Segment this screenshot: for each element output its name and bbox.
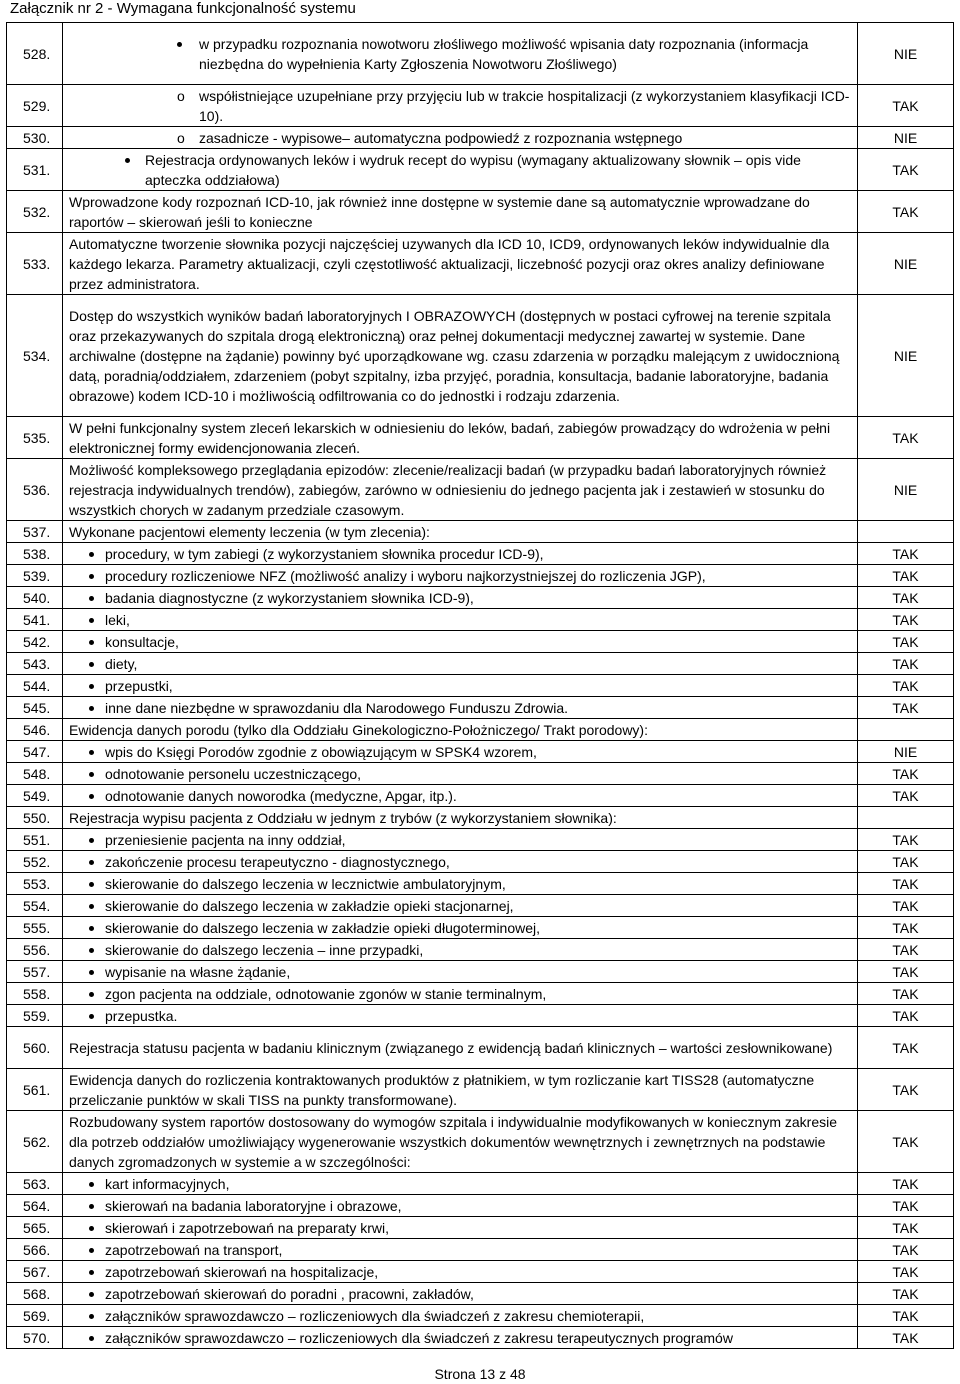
row-description: [63, 631, 858, 653]
row-description: [63, 1305, 858, 1327]
row-value: TAK: [858, 417, 954, 459]
bullet-item-text: badania diagnostyczne (z wykorzystaniem słownika ICD-9),: [69, 588, 853, 608]
table-row: [7, 565, 954, 587]
row-number: 538.: [7, 543, 63, 565]
row-value: TAK: [858, 697, 954, 719]
bullet-item-text: o współistniejące uzupełniane przy przyjęciu lub w trakcie hospitalizacji (z wykorzystaniem klasyfikacji ICD-10).: [69, 86, 853, 126]
description-text: Wykonane pacjentowi elementy leczenia (w tym zlecenia):: [69, 523, 430, 540]
row-description: [63, 191, 858, 233]
table-row: [7, 1069, 954, 1111]
description-text: Dostęp do wszystkich wyników badań laboratoryjnych I OBRAZOWYCH (dostępnych w postaci cyfrowej na terenie szpitala oraz przekazywanych do szpitala drogą elektroniczną) oraz pełnej dokumentacji medycznej zawartej w systemie. Dane archiwalne (dostępne na żądanie) powinny być uporządkowane wg. czasu zdarzenia w porządku malejącym z uwidocznioną datą, poradnią/oddziałem, zdarzeniem (pobyt szpitalny, izba przyjęć, poradnia, konsultacja, badanie laboratoryjne, badania obrazowe) kodem ICD-10 i możliwością odfiltrowania co do jednostki i rodzaju zdarzenia.: [69, 307, 840, 404]
page-footer: Strona 13 z 48: [434, 1366, 526, 1382]
table-row: [7, 829, 954, 851]
bullet-item-text: kart informacyjnych,: [69, 1174, 853, 1194]
bullet-item-text: procedury, w tym zabiegi (z wykorzystaniem słownika procedur ICD-9),: [69, 544, 853, 564]
row-value: TAK: [858, 1305, 954, 1327]
row-number: 535.: [7, 417, 63, 459]
table-row: [7, 697, 954, 719]
bullet-item-text: zapotrzebowań skierowań do poradni , pracowni, zakładów,: [69, 1284, 853, 1304]
row-description: [63, 829, 858, 851]
row-description: [63, 1261, 858, 1283]
row-value: TAK: [858, 873, 954, 895]
table-row: [7, 785, 954, 807]
table-row: [7, 459, 954, 521]
row-value: TAK: [858, 939, 954, 961]
row-number: 551.: [7, 829, 63, 851]
row-number: 554.: [7, 895, 63, 917]
row-value: TAK: [858, 1239, 954, 1261]
bullet-item-text: wpis do Księgi Porodów zgodnie z obowiązującym w SPSK4 wzorem,: [69, 742, 853, 762]
row-number: 543.: [7, 653, 63, 675]
row-description: [63, 587, 858, 609]
row-description: [63, 1217, 858, 1239]
row-description: [63, 127, 858, 149]
row-description: [63, 85, 858, 127]
description-text: Możliwość kompleksowego przeglądania epizodów: zlecenie/realizacji badań (w przypadku badań laboratoryjnych również rejestracja indywidualnych trendów), zabiegów, zarówno w odniesieniu do jednego pacjenta jak i zestawień w stosunku do wszystkich chorych w zadanym przedziale czasowym.: [69, 461, 827, 518]
row-number: 547.: [7, 741, 63, 763]
row-value: TAK: [858, 675, 954, 697]
table-row: [7, 149, 954, 191]
row-description: [63, 543, 858, 565]
row-value: TAK: [858, 851, 954, 873]
table-row: [7, 1261, 954, 1283]
row-number: 563.: [7, 1173, 63, 1195]
row-description: [63, 1005, 858, 1027]
row-number: 553.: [7, 873, 63, 895]
row-description: [63, 1027, 858, 1069]
row-description: [63, 697, 858, 719]
row-number: 556.: [7, 939, 63, 961]
row-description: [63, 785, 858, 807]
row-number: 540.: [7, 587, 63, 609]
row-value: TAK: [858, 763, 954, 785]
row-value: TAK: [858, 85, 954, 127]
table-row: [7, 85, 954, 127]
row-description: [63, 521, 858, 543]
description-text: Ewidencja danych do rozliczenia kontraktowanych produktów z płatnikiem, w tym rozliczanie kart TISS28 (automatyczne przeliczanie punktów w skali TISS na punkty transformowane).: [69, 1071, 815, 1108]
row-description: [63, 917, 858, 939]
table-row: [7, 1305, 954, 1327]
row-description: [63, 939, 858, 961]
row-description: [63, 851, 858, 873]
row-number: 539.: [7, 565, 63, 587]
row-value: TAK: [858, 653, 954, 675]
table-row: [7, 191, 954, 233]
table-row: [7, 851, 954, 873]
description-text: W pełni funkcjonalny system zleceń lekarskich w odniesieniu do leków, badań, zabiegów prowadzący do wdrożenia w pełni elektronicznej formy ewidencjonowania zleceń.: [69, 419, 831, 456]
row-value: NIE: [858, 233, 954, 295]
row-description: [63, 565, 858, 587]
table-row: [7, 1027, 954, 1069]
bullet-item-text: zgon pacjenta na oddziale, odnotowanie zgonów w stanie terminalnym,: [69, 984, 853, 1004]
row-number: 544.: [7, 675, 63, 697]
page-header: Załącznik nr 2 - Wymagana funkcjonalność systemu: [10, 0, 356, 17]
row-number: 562.: [7, 1111, 63, 1173]
row-number: 568.: [7, 1283, 63, 1305]
bullet-item-text: zapotrzebowań na transport,: [69, 1240, 853, 1260]
description-text: Rejestracja wypisu pacjenta z Oddziału w jednym z trybów (z wykorzystaniem słownika):: [69, 809, 617, 826]
table-row: [7, 675, 954, 697]
row-number: 570.: [7, 1327, 63, 1349]
table-row: [7, 1173, 954, 1195]
row-description: [63, 675, 858, 697]
row-value: TAK: [858, 1217, 954, 1239]
bullet-item-text: skierowanie do dalszego leczenia w zakładzie opieki stacjonarnej,: [69, 896, 853, 916]
table-row: [7, 1195, 954, 1217]
bullet-item-text: odnotowanie personelu uczestniczącego,: [69, 764, 853, 784]
row-number: 558.: [7, 983, 63, 1005]
table-row: [7, 895, 954, 917]
bullet-item-text: wypisanie na własne żądanie,: [69, 962, 853, 982]
row-description: [63, 295, 858, 417]
table-row: [7, 1239, 954, 1261]
bullet-item-text: przeniesienie pacjenta na inny oddział,: [69, 830, 853, 850]
row-number: 546.: [7, 719, 63, 741]
row-description: [63, 1111, 858, 1173]
row-value: TAK: [858, 895, 954, 917]
row-value: [858, 521, 954, 543]
row-number: 536.: [7, 459, 63, 521]
bullet-item-text: przepustki,: [69, 676, 853, 696]
row-description: [63, 459, 858, 521]
description-text: Automatyczne tworzenie słownika pozycji najczęściej uzywanych dla ICD 10, ICD9, ordynowanych leków indywidualnie dla każdego lekarza. Parametry aktualizacji, czyli częstotliwość aktualizacji, liczebność pozycji oraz okres analizy definiowane przez administratora.: [69, 235, 830, 292]
row-number: 565.: [7, 1217, 63, 1239]
bullet-item-text: skierowanie do dalszego leczenia w lecznictwie ambulatoryjnym,: [69, 874, 853, 894]
row-value: [858, 807, 954, 829]
description-text: Rozbudowany system raportów dostosowany do wymogów szpitala i indywidualnie modyfikowanych w koniecznym zakresie dla potrzeb oddziałów umożliwiający wygenerowanie wszystkich dokumentów wewnętrznych i zewnętrznych na podstawie danych zgromadzonych w systemie a w szczególności:: [69, 1113, 838, 1170]
row-value: NIE: [858, 23, 954, 85]
row-number: 566.: [7, 1239, 63, 1261]
row-value: NIE: [858, 127, 954, 149]
row-value: NIE: [858, 295, 954, 417]
table-row: [7, 1005, 954, 1027]
bullet-item-text: o zasadnicze - wypisowe– automatyczna podpowiedź z rozpoznania wstępnego: [69, 128, 853, 148]
row-value: TAK: [858, 785, 954, 807]
table-row: [7, 961, 954, 983]
table-row: [7, 1217, 954, 1239]
table-row: [7, 233, 954, 295]
bullet-item-text: skierowań na badania laboratoryjne i obrazowe,: [69, 1196, 853, 1216]
row-value: TAK: [858, 983, 954, 1005]
table-row: [7, 631, 954, 653]
row-number: 552.: [7, 851, 63, 873]
row-value: TAK: [858, 543, 954, 565]
row-number: 569.: [7, 1305, 63, 1327]
table-row: [7, 23, 954, 85]
row-value: TAK: [858, 1261, 954, 1283]
description-text: Wprowadzone kody rozpoznań ICD-10, jak również inne dostępne w systemie dane są automatycznie wprowadzane do raportów – skierowań jeśli to konieczne: [69, 193, 810, 230]
table-row: [7, 417, 954, 459]
row-description: [63, 1195, 858, 1217]
row-description: [63, 895, 858, 917]
table-row: [7, 873, 954, 895]
row-number: 548.: [7, 763, 63, 785]
table-row: [7, 763, 954, 785]
bullet-item-text: leki,: [69, 610, 853, 630]
bullet-item-text: diety,: [69, 654, 853, 674]
row-value: TAK: [858, 1195, 954, 1217]
row-description: [63, 609, 858, 631]
row-value: TAK: [858, 1005, 954, 1027]
row-number: 537.: [7, 521, 63, 543]
table-row: [7, 1111, 954, 1173]
bullet-item-text: w przypadku rozpoznania nowotworu złośliwego możliwość wpisania daty rozpoznania (informacja niezbędna do wypełnienia Karty Zgłoszenia Nowotworu Złośliwego): [69, 34, 853, 74]
row-number: 561.: [7, 1069, 63, 1111]
bullet-item-text: skierowanie do dalszego leczenia w zakładzie opieki długoterminowej,: [69, 918, 853, 938]
table-row: [7, 127, 954, 149]
bullet-item-text: inne dane niezbędne w sprawozdaniu dla Narodowego Funduszu Zdrowia.: [69, 698, 853, 718]
table-row: [7, 939, 954, 961]
table-row: [7, 807, 954, 829]
bullet-item-text: załączników sprawozdawczo – rozliczeniowych dla świadczeń z zakresu chemioterapii,: [69, 1306, 853, 1326]
row-description: [63, 1069, 858, 1111]
row-description: [63, 653, 858, 675]
row-number: 567.: [7, 1261, 63, 1283]
table-row: [7, 1327, 954, 1349]
row-number: 557.: [7, 961, 63, 983]
row-number: 542.: [7, 631, 63, 653]
row-value: TAK: [858, 1111, 954, 1173]
row-description: [63, 23, 858, 85]
description-text: Ewidencja danych porodu (tylko dla Oddziału Ginekologiczno-Położniczego/ Trakt porodowy):: [69, 721, 648, 738]
row-number: 530.: [7, 127, 63, 149]
row-value: TAK: [858, 191, 954, 233]
row-description: [63, 873, 858, 895]
row-description: [63, 1173, 858, 1195]
row-value: TAK: [858, 829, 954, 851]
row-number: 559.: [7, 1005, 63, 1027]
table-row: [7, 587, 954, 609]
row-number: 564.: [7, 1195, 63, 1217]
row-description: [63, 233, 858, 295]
bullet-item-text: skierowań i zapotrzebowań na preparaty krwi,: [69, 1218, 853, 1238]
table-row: [7, 741, 954, 763]
row-number: 529.: [7, 85, 63, 127]
table-row: [7, 719, 954, 741]
row-description: [63, 1327, 858, 1349]
requirements-table-body: [7, 23, 954, 1349]
bullet-item-text: zapotrzebowań skierowań na hospitalizacje,: [69, 1262, 853, 1282]
table-row: [7, 295, 954, 417]
row-value: [858, 719, 954, 741]
row-number: 532.: [7, 191, 63, 233]
row-description: [63, 983, 858, 1005]
table-row: [7, 543, 954, 565]
row-description: [63, 763, 858, 785]
row-value: NIE: [858, 741, 954, 763]
row-value: TAK: [858, 1027, 954, 1069]
row-number: 545.: [7, 697, 63, 719]
row-value: TAK: [858, 631, 954, 653]
row-value: TAK: [858, 609, 954, 631]
bullet-item-text: Rejestracja ordynowanych leków i wydruk recept do wypisu (wymagany aktualizowany słownik – opis vide apteczka oddziałowa): [69, 150, 853, 190]
requirements-table: [6, 22, 954, 1349]
bullet-item-text: odnotowanie danych noworodka (medyczne, Apgar, itp.).: [69, 786, 853, 806]
row-description: [63, 1239, 858, 1261]
table-row: [7, 1283, 954, 1305]
row-number: 541.: [7, 609, 63, 631]
row-description: [63, 719, 858, 741]
description-text: Rejestracja statusu pacjenta w badaniu klinicznym (związanego z ewidencją badań klinicznych – wartości zesłownikowane): [69, 1039, 833, 1056]
bullet-item-text: konsultacje,: [69, 632, 853, 652]
bullet-item-text: przepustka.: [69, 1006, 853, 1026]
row-number: 533.: [7, 233, 63, 295]
row-value: TAK: [858, 565, 954, 587]
table-row: [7, 521, 954, 543]
table-row: [7, 983, 954, 1005]
row-number: 534.: [7, 295, 63, 417]
row-value: TAK: [858, 149, 954, 191]
row-value: TAK: [858, 1069, 954, 1111]
row-number: 549.: [7, 785, 63, 807]
row-description: [63, 807, 858, 829]
row-number: 531.: [7, 149, 63, 191]
row-value: TAK: [858, 587, 954, 609]
table-row: [7, 917, 954, 939]
row-number: 560.: [7, 1027, 63, 1069]
row-value: TAK: [858, 1173, 954, 1195]
table-row: [7, 609, 954, 631]
row-number: 550.: [7, 807, 63, 829]
row-value: TAK: [858, 1327, 954, 1349]
row-description: [63, 1283, 858, 1305]
table-row: [7, 653, 954, 675]
row-description: [63, 961, 858, 983]
row-description: [63, 149, 858, 191]
row-description: [63, 417, 858, 459]
bullet-item-text: zakończenie procesu terapeutyczno - diagnostycznego,: [69, 852, 853, 872]
row-value: TAK: [858, 917, 954, 939]
bullet-item-text: skierowanie do dalszego leczenia – inne przypadki,: [69, 940, 853, 960]
row-description: [63, 741, 858, 763]
row-value: TAK: [858, 961, 954, 983]
row-value: TAK: [858, 1283, 954, 1305]
bullet-item-text: procedury rozliczeniowe NFZ (możliwość analizy i wyboru najkorzystniejszej do rozliczenia JGP),: [69, 566, 853, 586]
bullet-item-text: załączników sprawozdawczo – rozliczeniowych dla świadczeń z zakresu terapeutycznych programów: [69, 1328, 853, 1348]
row-value: NIE: [858, 459, 954, 521]
row-number: 528.: [7, 23, 63, 85]
row-number: 555.: [7, 917, 63, 939]
